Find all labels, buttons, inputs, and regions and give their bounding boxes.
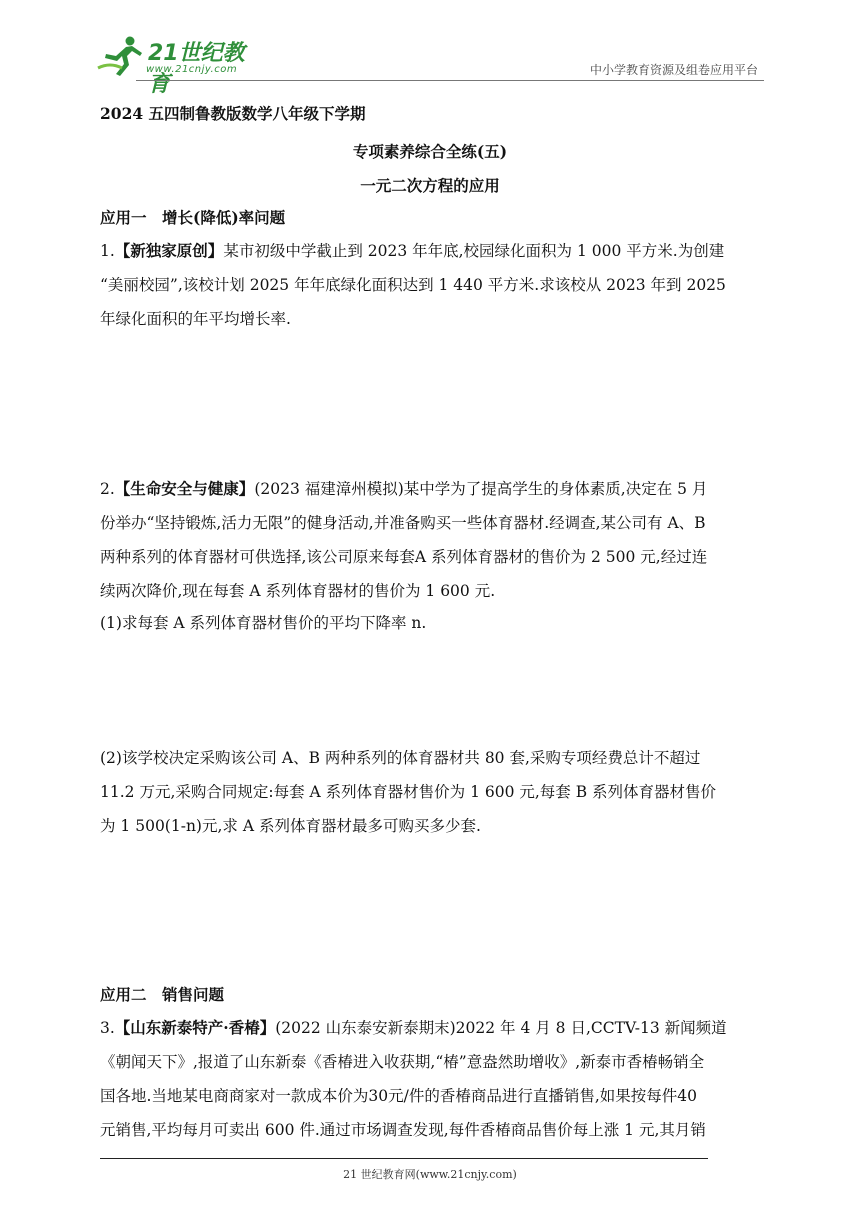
question-3-line-4: 元销售,平均每月可卖出 600 件.通过市场调查发现,每件香椿商品售价每上涨 1 元,其月销 bbox=[100, 1121, 706, 1139]
question-3-line-3: 国各地.当地某电商商家对一款成本价为30元/件的香椿商品进行直播销售,如果按每件40 bbox=[100, 1087, 698, 1105]
question-2-line-3: 两种系列的体育器材可供选择,该公司原来每套A 系列体育器材的售价为 2 500 元,经过连 bbox=[100, 548, 708, 566]
question-2-text-1: (2023 福建漳州模拟)某中学为了提高学生的身体素质,决定在 5 月 bbox=[254, 480, 708, 498]
question-1-tag: 【新独家原创】 bbox=[114, 241, 224, 260]
question-1-line-1: 1.【新独家原创】某市初级中学截止到 2023 年年底,校园绿化面积为 1 000 平方米.为创建 bbox=[100, 241, 725, 260]
logo-url: www.21cnjy.com bbox=[146, 64, 238, 75]
footer-divider bbox=[100, 1158, 708, 1159]
header-platform-text: 中小学教育资源及组卷应用平台 bbox=[589, 63, 758, 77]
question-3-line-2: 《朝闻天下》,报道了山东新泰《香椿进入收获期,“椿”意盎然助增收》,新泰市香椿畅销全 bbox=[100, 1053, 705, 1071]
section-heading-1: 应用一 增长(降低)率问题 bbox=[100, 208, 286, 227]
question-3-tag: 【山东新泰特产·香椿】 bbox=[114, 1018, 276, 1037]
question-1-line-3: 年绿化面积的年平均增长率. bbox=[100, 310, 291, 328]
question-2-part-2-line-1: (2)该学校决定采购该公司 A、B 两种系列的体育器材共 80 套,采购专项经费总计不超过 bbox=[100, 749, 701, 767]
header-divider bbox=[136, 80, 764, 81]
page-subtitle: 一元二次方程的应用 bbox=[360, 176, 500, 195]
question-1-line-2: “美丽校园”,该校计划 2025 年年底绿化面积达到 1 440 平方米.求该校从 2023 年到 2025 bbox=[100, 276, 726, 294]
page-header bbox=[96, 34, 764, 97]
logo-text: 21世纪教育 bbox=[148, 41, 245, 97]
site-logo[interactable] bbox=[96, 34, 266, 97]
running-person-icon bbox=[96, 34, 148, 78]
question-2-tag: 【生命安全与健康】 bbox=[114, 479, 255, 498]
question-3-line-1: 3.【山东新泰特产·香椿】(2022 山东泰安新泰期末)2022 年 4 月 8 日,CCTV-13 新闻频道 bbox=[100, 1018, 727, 1037]
question-2-part-1: (1)求每套 A 系列体育器材售价的平均下降率 n. bbox=[100, 614, 427, 632]
question-2-part-2-line-2: 11.2 万元,采购合同规定:每套 A 系列体育器材售价为 1 600 元,每套 B 系列体育器材售价 bbox=[100, 783, 717, 801]
question-2-line-4: 续两次降价,现在每套 A 系列体育器材的售价为 1 600 元. bbox=[100, 582, 496, 600]
question-1-text-1: 某市初级中学截止到 2023 年年底,校园绿化面积为 1 000 平方米.为创建 bbox=[223, 242, 725, 260]
question-2-part-2-line-3: 为 1 500(1-n)元,求 A 系列体育器材最多可购买多少套. bbox=[100, 817, 481, 835]
course-title: 2024 五四制鲁教版数学八年级下学期 bbox=[100, 104, 366, 123]
section-heading-2: 应用二 销售问题 bbox=[100, 985, 225, 1004]
question-3-text-1: (2022 山东泰安新泰期末)2022 年 4 月 8 日,CCTV-13 新闻频道 bbox=[275, 1019, 727, 1037]
footer-text[interactable]: 21 世纪教育网(www.21cnjy.com) bbox=[343, 1168, 517, 1181]
question-2-line-2: 份举办“坚持锻炼,活力无限”的健身活动,并准备购买一些体育器材.经调查,某公司有 A、B bbox=[100, 514, 706, 532]
question-2-line-1: 2.【生命安全与健康】(2023 福建漳州模拟)某中学为了提高学生的身体素质,决定在 5 月 bbox=[100, 479, 708, 498]
page-title: 专项素养综合全练(五) bbox=[352, 142, 508, 161]
